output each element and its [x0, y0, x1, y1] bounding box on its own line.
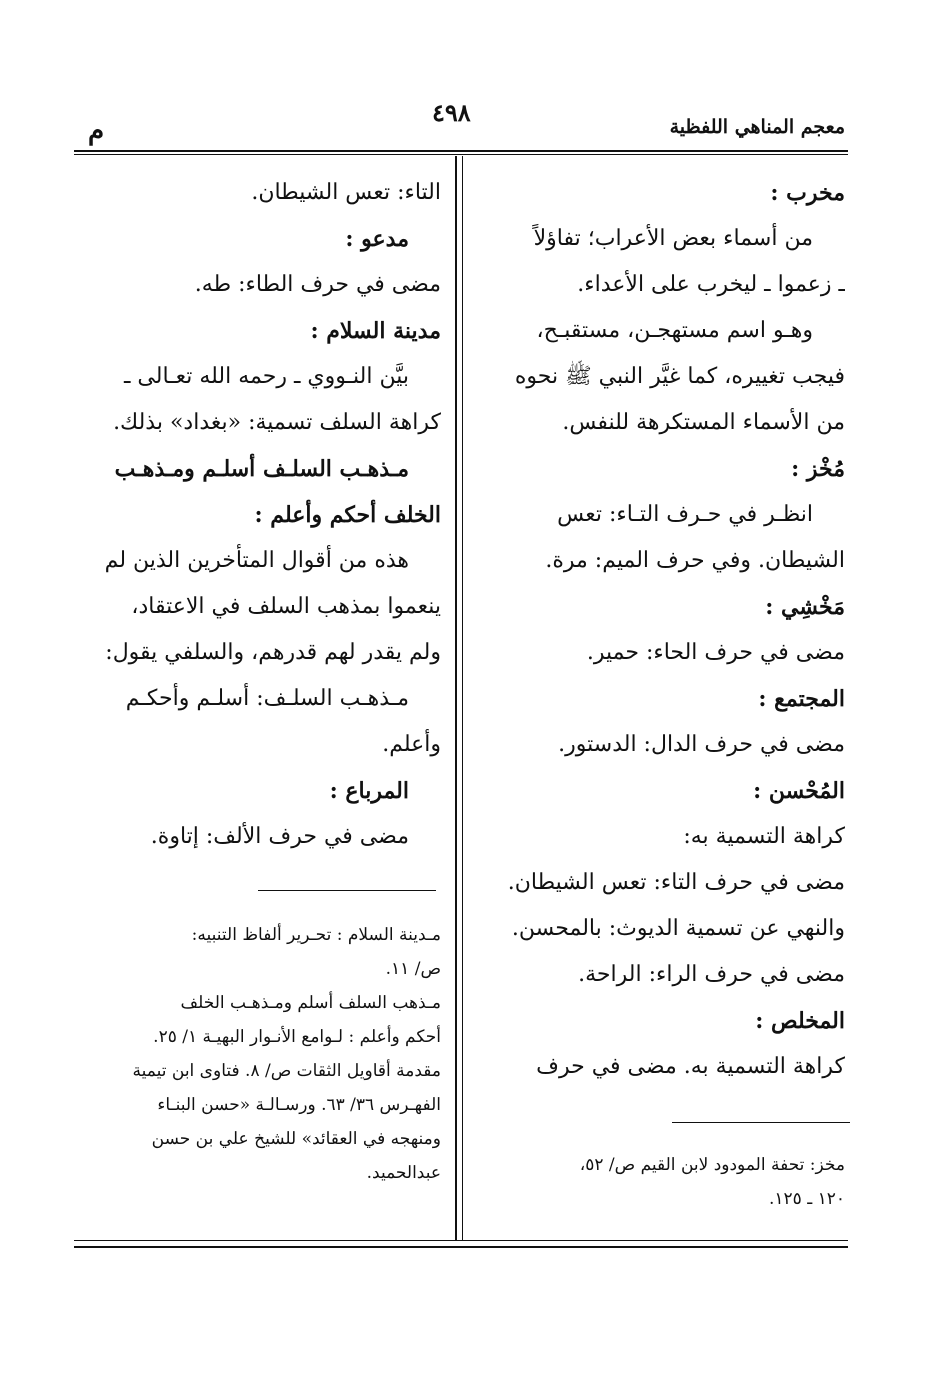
- body-line: مـذهـب السلـف: أسلـم وأحكـم: [125, 686, 409, 711]
- section-letter: م: [88, 116, 105, 146]
- entry-headword: مَخْشِي :: [765, 594, 845, 620]
- footnote-line: الفهـرس ٣٦/ ٦٣. ورسـالـة «حسن البنـاء: [157, 1095, 441, 1115]
- entry-headword: المجتمع :: [758, 686, 845, 712]
- body-line: مضى في حرف الحاء: حمير.: [586, 640, 845, 665]
- body-line: من الأسماء المستكرهة للنفس.: [562, 410, 845, 435]
- body-line: من أسماء بعض الأعراب؛ تفاؤلاً: [533, 226, 813, 251]
- entry-headword: الخلف أحكم وأعلم :: [254, 502, 441, 528]
- body-line: الشيطان. وفي حرف الميم: مرة.: [545, 548, 845, 573]
- entry-headword: المخلص :: [755, 1008, 845, 1034]
- footnote-line: مقدمة أقاويل الثقات ص/ ٨. فتاوى ابن تيمية: [132, 1061, 441, 1081]
- body-line: بيَّن النـووي ـ رحمه الله تعـالى ـ: [123, 364, 409, 389]
- footnote-line: عبدالحميد.: [366, 1163, 441, 1183]
- header-rule-thin: [74, 154, 848, 155]
- entry-headword: مدينة السلام :: [310, 318, 441, 344]
- body-line: مضى في حرف الراء: الراحة.: [578, 962, 845, 987]
- entry-headword: مخرب :: [770, 180, 845, 206]
- left-column: [71, 170, 441, 860]
- footnote-line: مـدينة السلام : تحـرير ألفاظ التنبيه:: [191, 925, 441, 945]
- body-line: انظـر في حـرف التـاء: تعس: [557, 502, 813, 527]
- body-line: كراهة السلف تسمية: «بغداد» بذلك.: [113, 410, 441, 435]
- body-line: كراهة التسمية به. مضى في حرف: [536, 1054, 845, 1079]
- footnotes-right: [485, 1148, 845, 1216]
- body-line: مضى في حرف التاء: تعس الشيطان.: [507, 870, 845, 895]
- body-line: مضى في حرف الألف: إتاوة.: [150, 824, 409, 849]
- body-line: كراهة التسمية به:: [683, 824, 845, 849]
- footnote-line: ص/ ١١.: [385, 959, 441, 979]
- footnote-rule-left: [258, 890, 436, 891]
- entry-headword: مدعو :: [345, 226, 409, 252]
- entry-headword: المرباع :: [329, 778, 409, 804]
- footnote-line: مـذهب السلف أسلم ومـذهـب الخلف: [180, 993, 441, 1013]
- body-line: مضى في حرف الدال: الدستور.: [558, 732, 845, 757]
- footnote-line: ومنهجه في العقائد» للشيخ علي بن حسن: [151, 1129, 441, 1149]
- running-title: معجم المناهي اللفظية: [669, 116, 845, 138]
- header-rule: [74, 150, 848, 152]
- body-line: ـ زعموا ـ ليخرب على الأعداء.: [577, 272, 845, 297]
- column-divider: [455, 156, 457, 1240]
- body-line: والنهي عن تسمية الديوث: بالمحسن.: [511, 916, 845, 941]
- right-column: [485, 170, 845, 1090]
- entry-headword: مـذهـب السلـف أسلـم ومـذهـب: [114, 456, 409, 482]
- column-divider-thin: [462, 156, 463, 1240]
- body-line: ولم يقدر لهم قدرهم، والسلفي يقول:: [105, 640, 441, 665]
- entry-headword: مُخْز :: [791, 456, 845, 482]
- footnotes-left: [71, 918, 441, 1190]
- entry-headword: المُحْسن :: [753, 778, 845, 804]
- footnote-line: مخز: تحفة المودود لابن القيم ص/ ٥٢،: [579, 1155, 845, 1175]
- body-line: وهـو اسم مستهجـن، مستقبـح،: [536, 318, 813, 343]
- body-line: هذه من أقوال المتأخرين الذين لم: [104, 548, 409, 573]
- footnote-line: ١٢٠ ـ ١٢٥.: [768, 1189, 845, 1209]
- body-line: مضى في حرف الطاء: طه.: [194, 272, 441, 297]
- body-line: فيجب تغييره، كما غيَّر النبي ﷺ نحوه: [514, 364, 845, 389]
- footer-rule-thin: [74, 1240, 848, 1241]
- footer-rule: [74, 1246, 848, 1248]
- footnote-rule-right: [672, 1122, 850, 1123]
- footnote-line: أحكم وأعلم : لـوامع الأنـوار البهيـة ١/ ٢٥.: [153, 1027, 441, 1047]
- body-line: وأعلم.: [382, 732, 441, 757]
- body-line: التاء: تعس الشيطان.: [251, 180, 441, 205]
- body-line: ينعموا بمذهب السلف في الاعتقاد،: [131, 594, 441, 619]
- page-number: ٤٩٨: [432, 98, 471, 127]
